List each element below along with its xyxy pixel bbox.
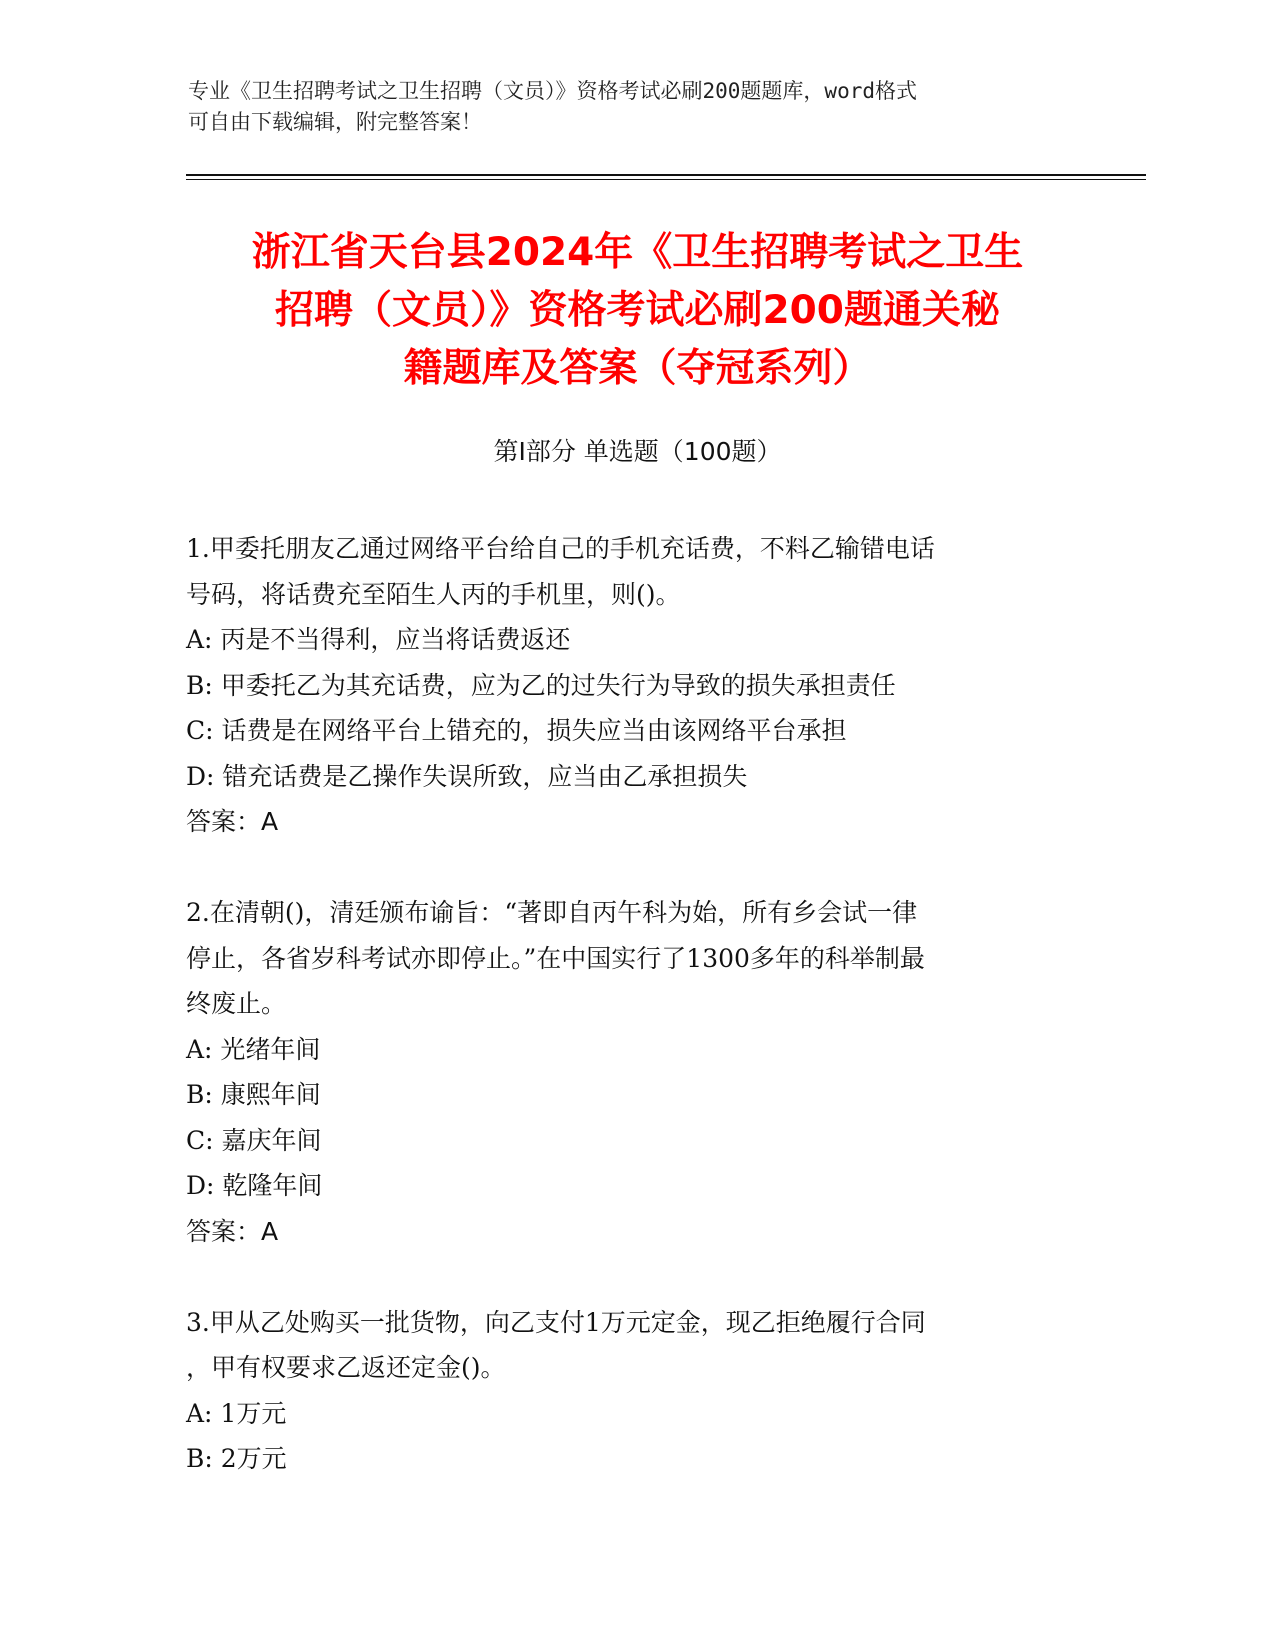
option-b: B: 2万元 [186, 1444, 287, 1473]
question-spacer [186, 845, 1086, 891]
question-list [186, 526, 1086, 1482]
option-d: D: 乾隆年间 [186, 1171, 323, 1200]
header-divider-thick [186, 174, 1146, 176]
header-note [188, 76, 1068, 138]
header-note-line: 可自由下载编辑，附完整答案！ [188, 110, 482, 134]
question-stem-line: 1.甲委托朋友乙通过网络平台给自己的手机充话费，不料乙输错电话 [186, 534, 935, 563]
document-title [150, 224, 1125, 398]
option-a: A: 丙是不当得利，应当将话费返还 [186, 625, 571, 654]
question-stem-line: 停止，各省岁科考试亦即停止。”在中国实行了1300多年的科举制最 [186, 943, 925, 973]
title-line: 招聘（文员）》资格考试必刷200题通关秘 [275, 288, 1000, 333]
option-a: A: 光绪年间 [186, 1034, 321, 1064]
option-b: B: 康熙年间 [186, 1080, 321, 1109]
option-c: C: 嘉庆年间 [186, 1125, 322, 1155]
question-stem-line: 3.甲从乙处购买一批货物，向乙支付1万元定金，现乙拒绝履行合同 [186, 1307, 926, 1337]
title-line: 浙江省天台县2024年《卫生招聘考试之卫生 [251, 230, 1024, 275]
header-note-line: 专业《卫生招聘考试之卫生招聘（文员）》资格考试必刷200题题库，word格式 [188, 79, 917, 103]
option-d: D: 错充话费是乙操作失误所致，应当由乙承担损失 [186, 761, 748, 791]
option-c: C: 话费是在网络平台上错充的，损失应当由该网络平台承担 [186, 716, 847, 745]
question-stem-line: 终废止。 [186, 989, 287, 1018]
header-divider-thin [186, 179, 1146, 180]
question-stem-line: 号码，将话费充至陌生人丙的手机里，则()。 [186, 579, 681, 609]
question-spacer [186, 1254, 1086, 1300]
question-item [186, 526, 1086, 845]
option-b: B: 甲委托乙为其充话费，应为乙的过失行为导致的损失承担责任 [186, 670, 896, 700]
option-a: A: 1万元 [186, 1398, 287, 1428]
question-item [186, 890, 1086, 1254]
answer-line: 答案：A [186, 1216, 279, 1246]
question-stem-line: 2.在清朝()，清廷颁布谕旨：“著即自丙午科为始，所有乡会试一律 [186, 898, 918, 927]
section-title: 第Ⅰ部分 单选题（100题） [493, 437, 782, 466]
question-item [186, 1300, 1086, 1482]
question-stem-line: ，甲有权要求乙返还定金()。 [186, 1353, 506, 1382]
title-line: 籍题库及答案（夺冠系列） [403, 346, 872, 391]
answer-line: 答案：A [186, 807, 279, 836]
